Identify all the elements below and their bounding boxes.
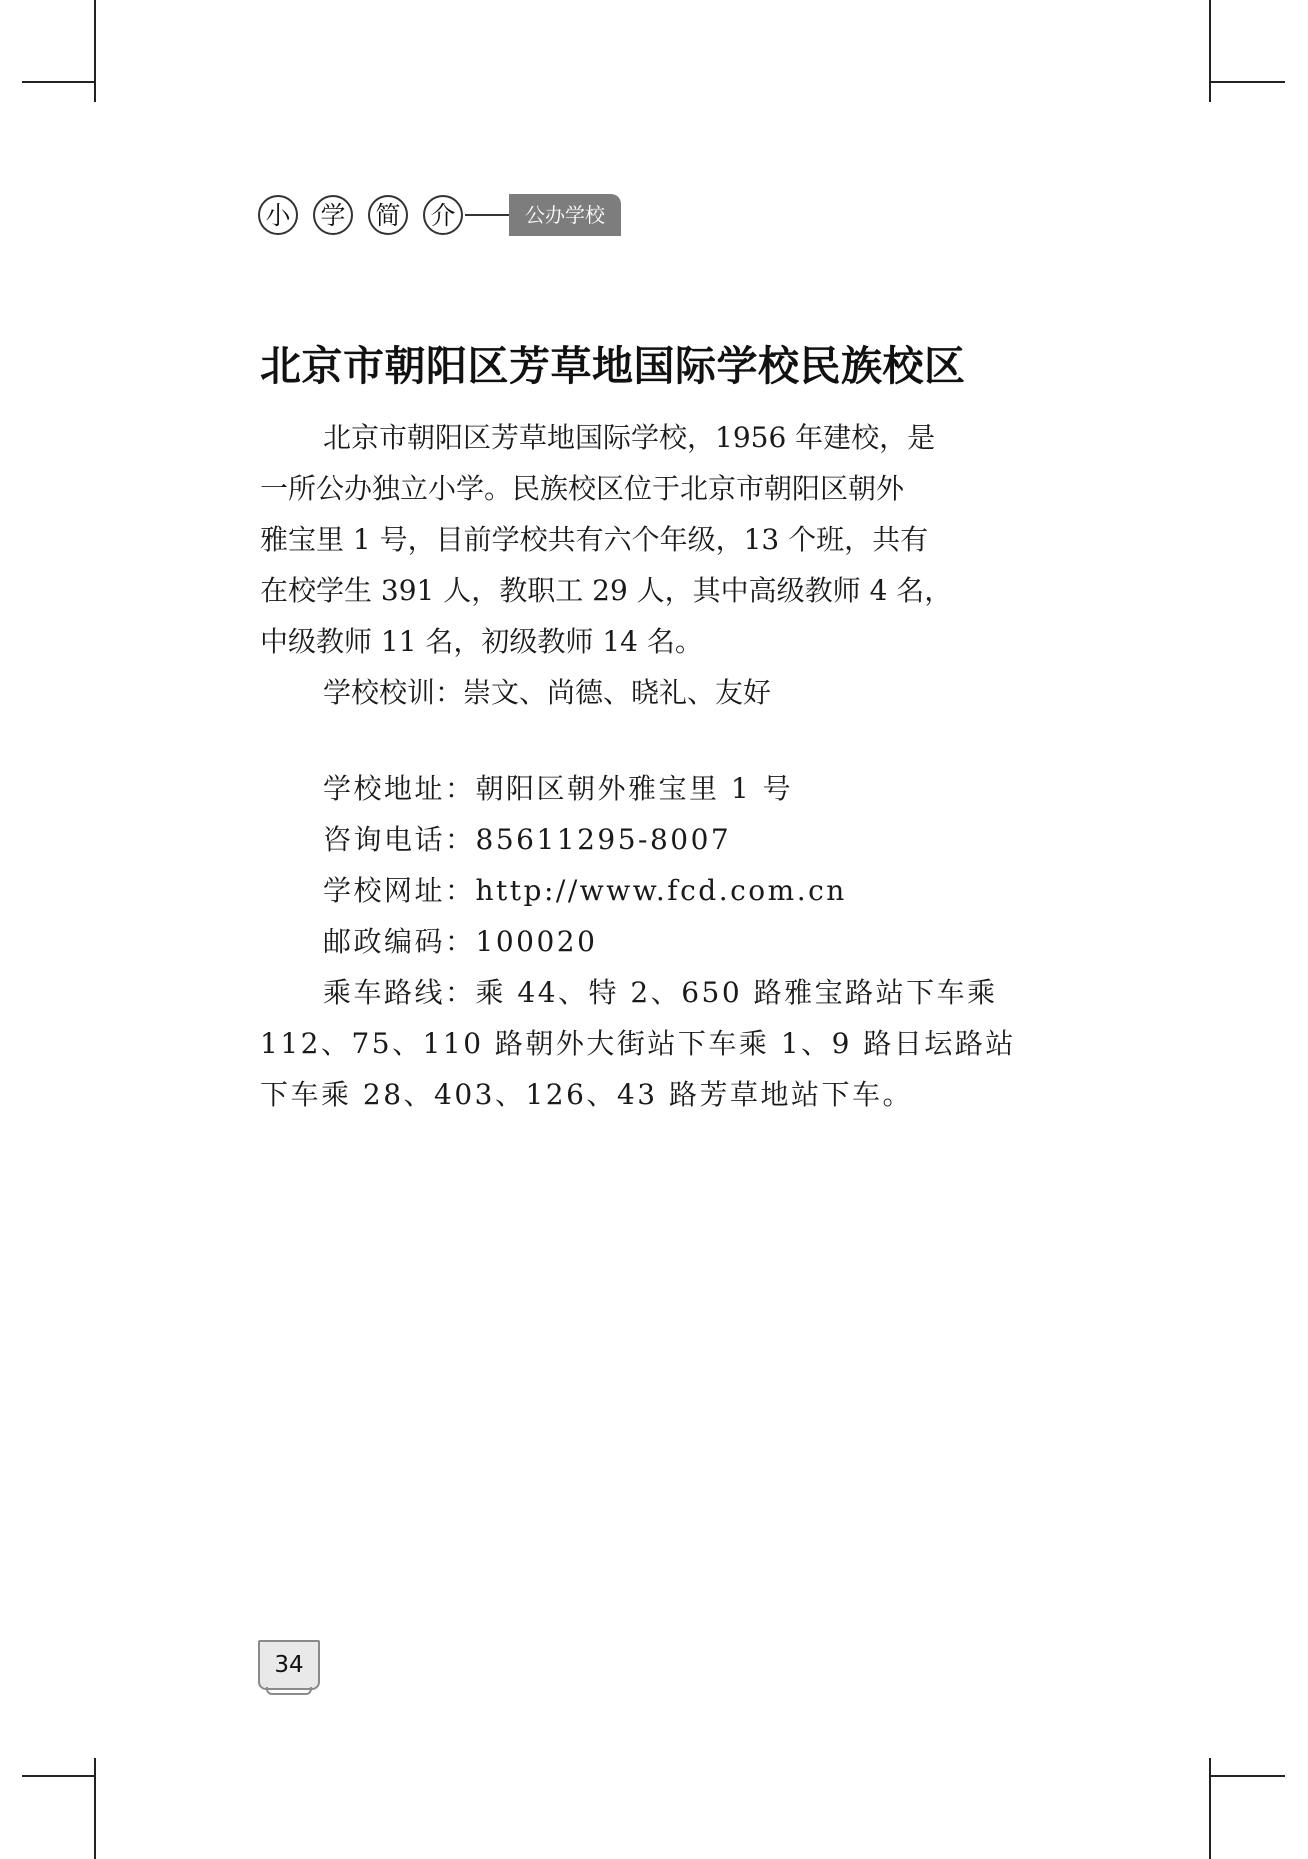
category-tab: 公办学校: [509, 194, 621, 236]
intro-line: 北京市朝阳区芳草地国际学校，1956 年建校，是: [323, 421, 936, 454]
school-address: 学校地址：朝阳区朝外雅宝里 1 号: [323, 772, 794, 805]
intro-line: 雅宝里 1 号，目前学校共有六个年级，13 个班，共有: [260, 523, 929, 556]
page-title: 北京市朝阳区芳草地国际学校民族校区: [260, 342, 966, 390]
school-postcode: 邮政编码：100020: [323, 925, 598, 958]
intro-line: 在校学生 391 人，教职工 29 人，其中高级教师 4 名，: [260, 574, 953, 607]
crop-mark: [1209, 81, 1285, 83]
article-body: [260, 412, 1016, 1120]
crop-mark: [22, 81, 96, 83]
intro-line: 中级教师 11 名，初级教师 14 名。: [260, 625, 703, 658]
intro-line: 一所公办独立小学。民族校区位于北京市朝阳区朝外: [260, 472, 905, 505]
transit-line: 112、75、110 路朝外大街站下车乘 1、9 路日坛路站: [260, 1027, 1016, 1060]
transit-line: 乘车路线：乘 44、特 2、650 路雅宝路站下车乘: [323, 976, 998, 1009]
header-rule: [465, 214, 509, 216]
header-char: 学: [313, 195, 353, 235]
crop-mark: [94, 1758, 96, 1859]
school-motto: 学校校训：崇文、尚德、晓礼、友好: [323, 676, 772, 709]
transit-line: 下车乘 28、403、126、43 路芳草地站下车。: [260, 1078, 913, 1111]
header-char: 小: [258, 195, 298, 235]
crop-mark: [22, 1775, 96, 1777]
crop-mark: [94, 0, 96, 102]
crop-mark: [1209, 0, 1211, 102]
crop-mark: [1209, 1758, 1211, 1859]
page-number: 34: [258, 1640, 320, 1690]
school-phone: 咨询电话：85611295-8007: [323, 823, 732, 856]
spacer: [260, 718, 1010, 763]
crop-mark: [1209, 1775, 1285, 1777]
school-website: 学校网址：http://www.fcd.com.cn: [323, 874, 847, 907]
section-header: [258, 192, 621, 238]
school-info: [260, 763, 1016, 1120]
header-char: 介: [423, 195, 463, 235]
header-char: 简: [368, 195, 408, 235]
